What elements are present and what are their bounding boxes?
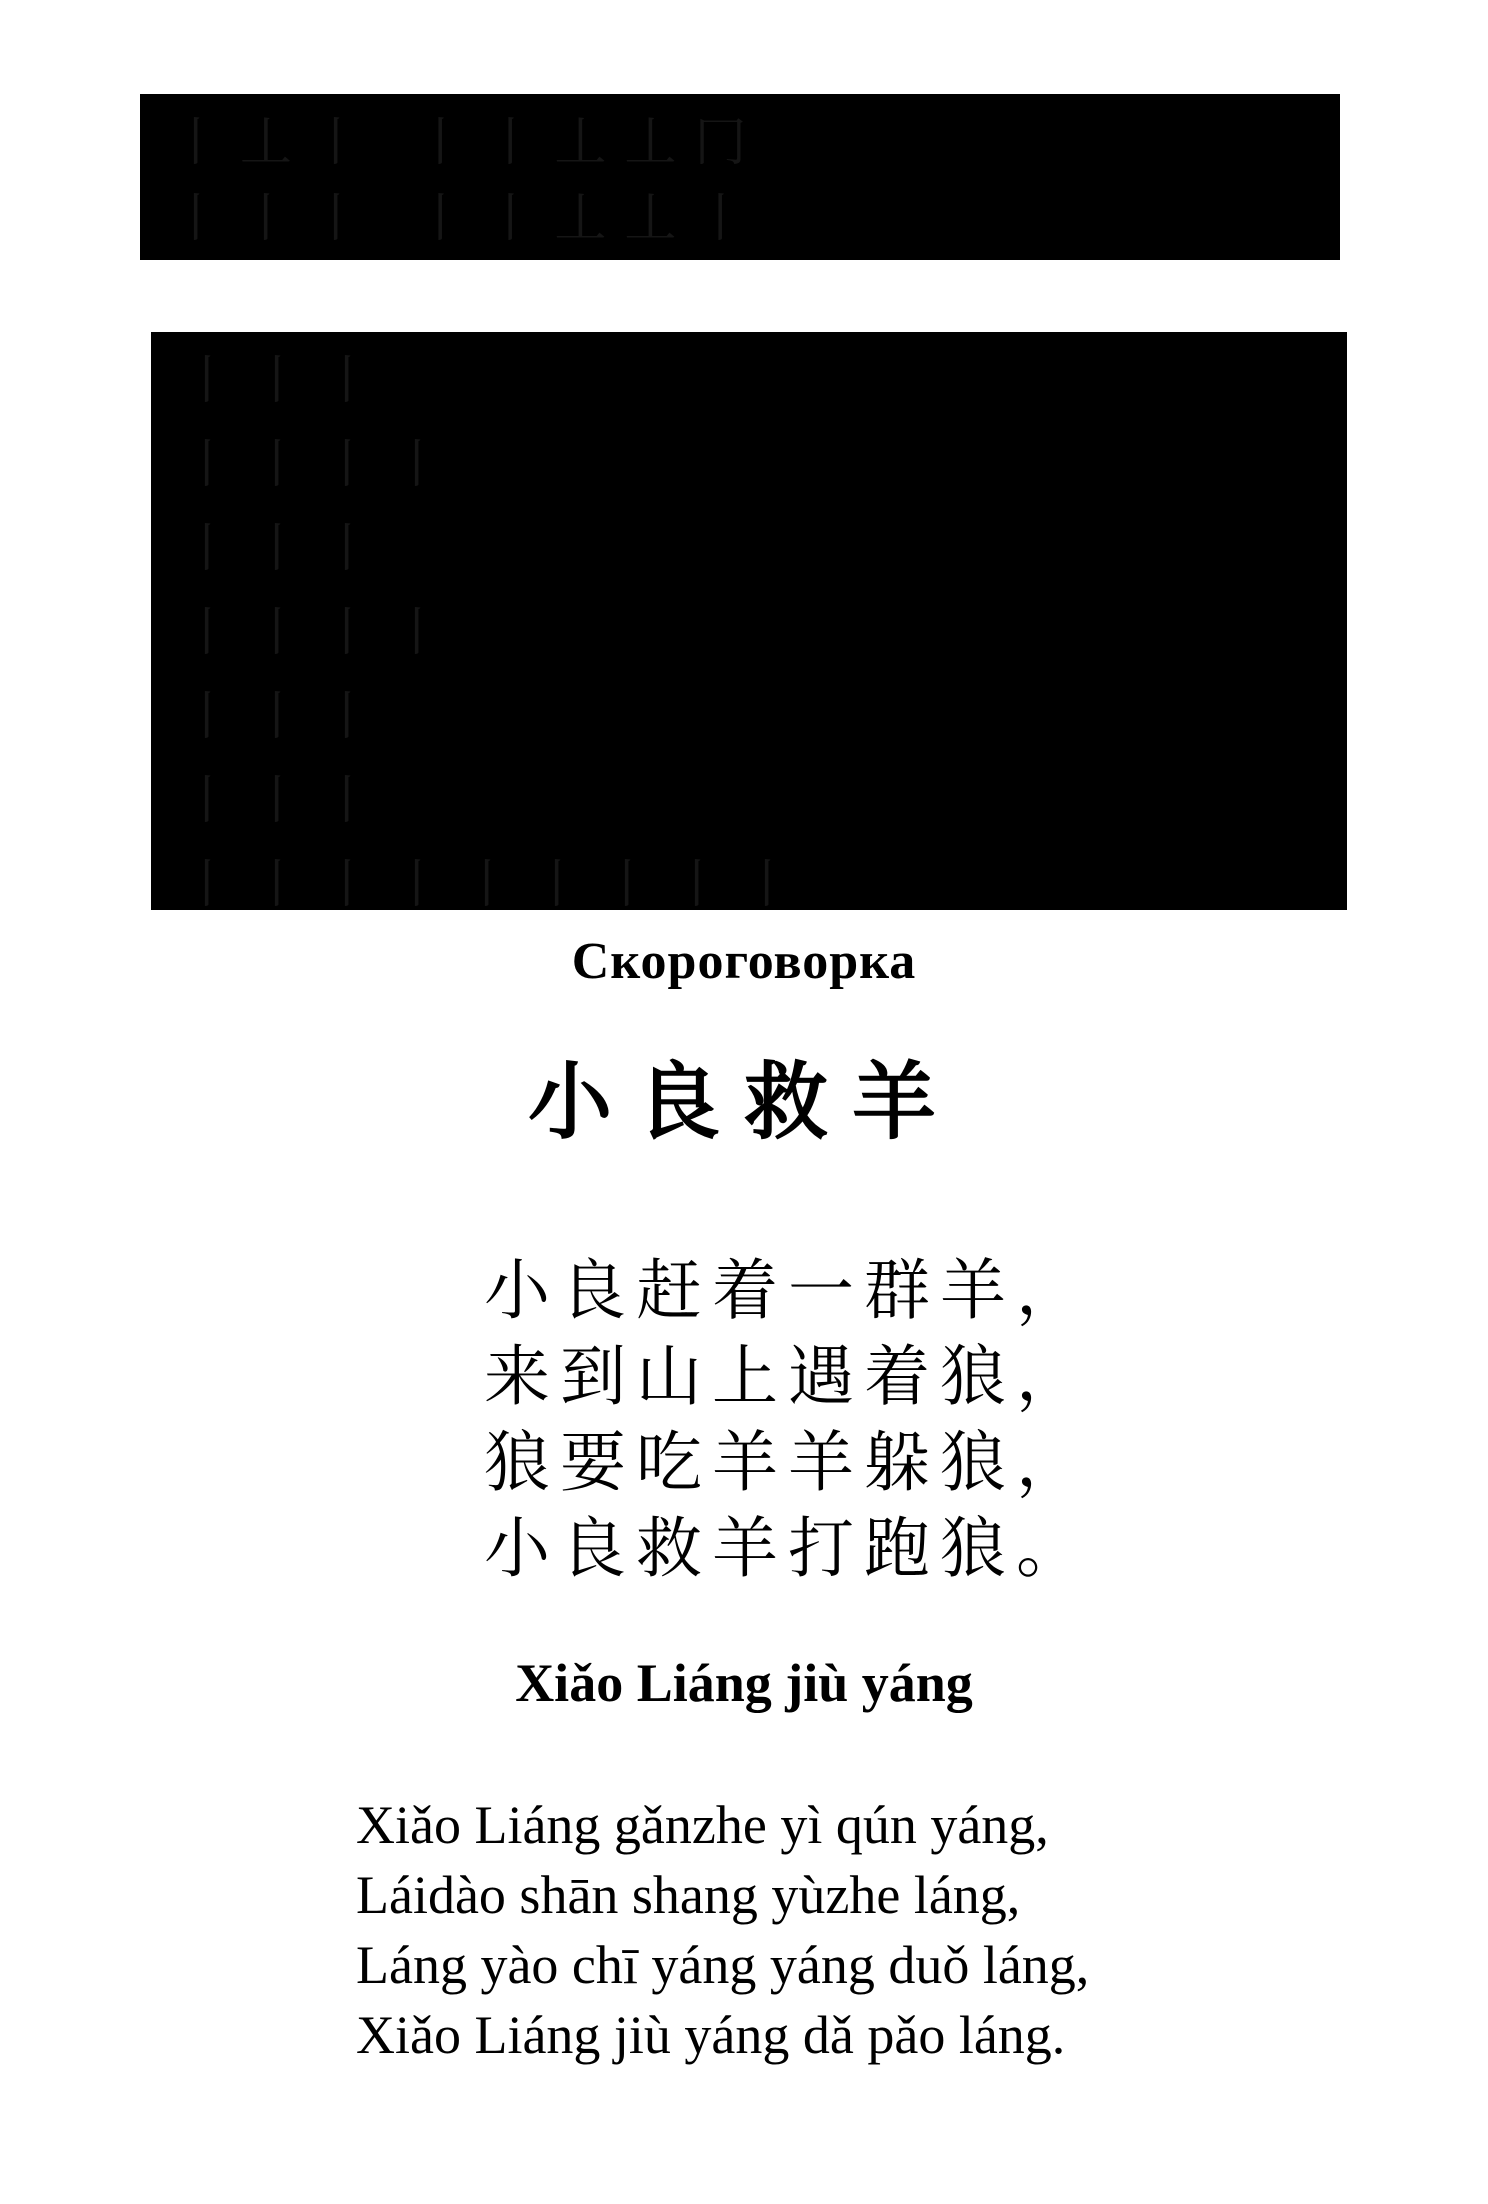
pinyin-poem-line: Xiǎo Liáng gǎnzhe yì qún yáng,: [356, 1795, 1049, 1855]
chinese-poem-line: 来到山上遇着狼，: [484, 1338, 1092, 1415]
faint-texture: 丨丨丨丨丨丨丨丨丨: [181, 855, 812, 910]
subtitle: Скороговорка: [571, 933, 917, 990]
pinyin-poem: [356, 1790, 1256, 2070]
faint-texture: 丨丄丨 丨丨丄丄冂: [170, 113, 765, 173]
chinese-poem-line: 小良赶着一群羊，: [484, 1252, 1092, 1329]
faint-texture: 丨丨丨: [181, 687, 392, 747]
chinese-poem-line: 狼要吃羊羊躲狼，: [484, 1424, 1092, 1501]
chinese-title: 小良救羊: [527, 1053, 960, 1151]
pinyin-title: Xiǎo Liáng jiù yáng: [515, 1653, 973, 1713]
dark-image-block-middle: [151, 332, 1347, 910]
faint-texture: 丨丨丨丨: [181, 603, 462, 663]
pinyin-poem-line: Láidào shān shang yùzhe láng,: [356, 1865, 1021, 1925]
dark-image-block-top: [140, 94, 1340, 260]
pinyin-poem-line: Láng yào chī yáng yáng duǒ láng,: [356, 1935, 1090, 1995]
faint-texture: 丨丨丨: [181, 519, 392, 579]
faint-texture: 丨丨丨 丨丨丄丄丨: [170, 189, 765, 249]
faint-texture: 丨丨丨: [181, 771, 392, 831]
faint-texture: 丨丨丨: [181, 351, 392, 411]
pinyin-poem-line: Xiǎo Liáng jiù yáng dǎ pǎo láng.: [356, 2005, 1066, 2065]
chinese-poem-line: 小良救羊打跑狼。: [484, 1510, 1092, 1587]
faint-texture: 丨丨丨丨: [181, 435, 462, 495]
chinese-poem: [484, 1248, 1104, 1592]
